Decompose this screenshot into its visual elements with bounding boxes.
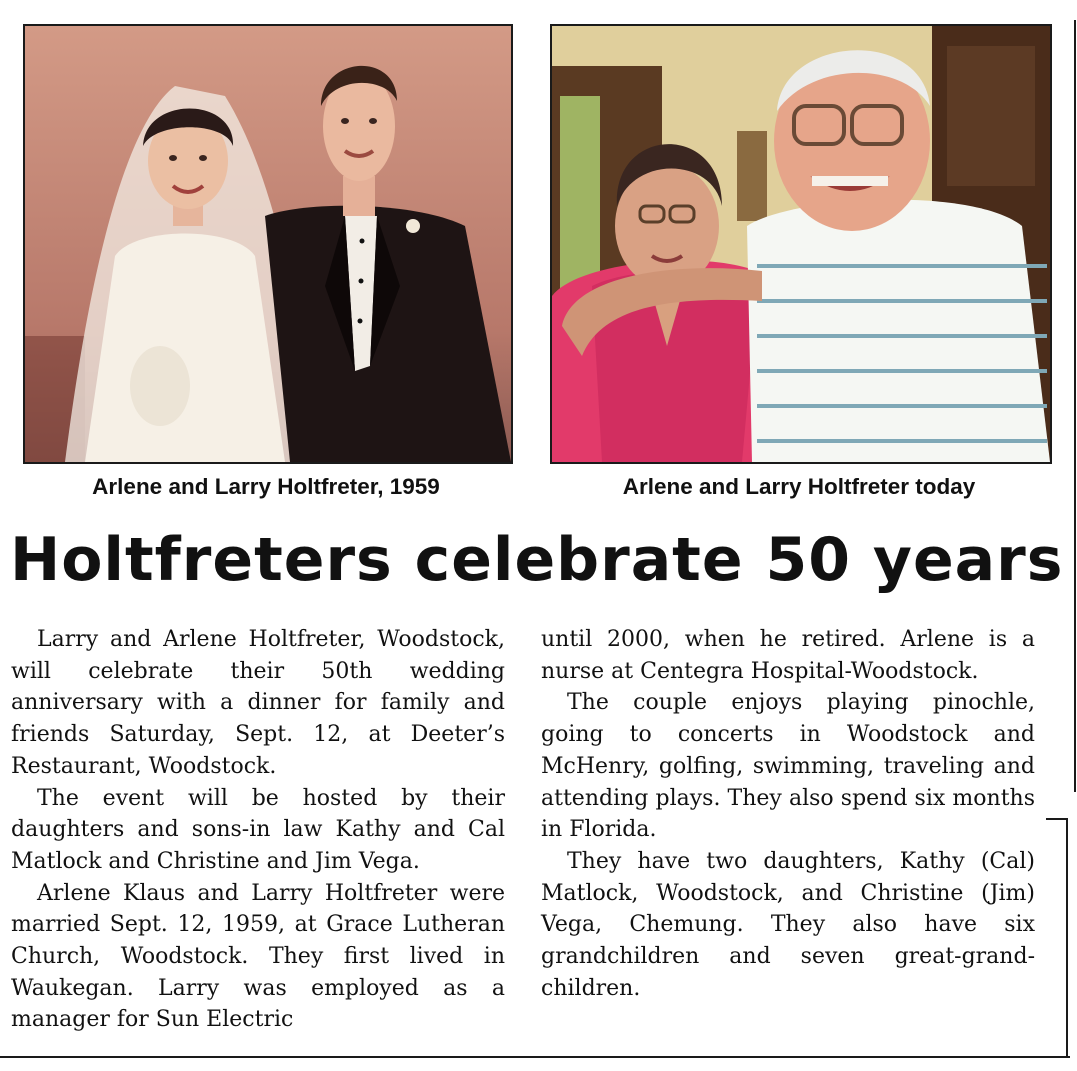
couple-photo-today-image bbox=[552, 26, 1050, 462]
paragraph-marriage: Arlene Klaus and Larry Holtfreter were married Sept. 12, 1959, at Grace Lutheran Church, Woodstock. They first lived in Waukegan. Larry was employed as a manager for Sun Electric bbox=[11, 880, 505, 1033]
photo-caption-today: Arlene and Larry Holtfreter today bbox=[622, 474, 976, 499]
paragraph-continuation: until 2000, when he retired. Arlene is a nurse at Centegra Hospital-Woodstock. bbox=[541, 627, 1035, 684]
article-headline: Holtfreters celebrate 50 years bbox=[10, 525, 1064, 595]
article-column-1 bbox=[11, 624, 505, 1036]
right-rule-upper bbox=[1074, 20, 1076, 792]
wedding-photo-1959-image bbox=[25, 26, 511, 462]
paragraph-hobbies: The couple enjoys playing pinochle, going to concerts in Woodstock and McHenry, golfing, swimming, traveling and attending plays. They also spend six months in Florida. bbox=[541, 690, 1035, 843]
couple-photo-today bbox=[550, 24, 1052, 464]
bottom-rule bbox=[0, 1056, 1070, 1058]
paragraph-hosts: The event will be hosted by their daughters and sons-in law Kathy and Cal Matlock and Christine and Jim Vega. bbox=[11, 785, 505, 874]
paragraph-announcement: Larry and Arlene Holtfreter, Woodstock, will celebrate their 50th wedding anniversary with a dinner for family and friends Saturday, Sept. 12, at Deeter’s Restaurant, Woodstock. bbox=[11, 627, 505, 779]
paragraph-family: They have two daughters, Kathy (Cal) Matlock, Woodstock, and Christine (Jim) Vega, Chemung. They also have six grandchildren and seven great-grandchildren. bbox=[541, 848, 1035, 1001]
photo-caption-1959: Arlene and Larry Holtfreter, 1959 bbox=[92, 474, 440, 499]
wedding-photo-1959 bbox=[23, 24, 513, 464]
article-column-2 bbox=[541, 624, 1035, 1004]
right-rule-lower bbox=[1066, 818, 1068, 1058]
right-rule-tick bbox=[1046, 818, 1068, 820]
